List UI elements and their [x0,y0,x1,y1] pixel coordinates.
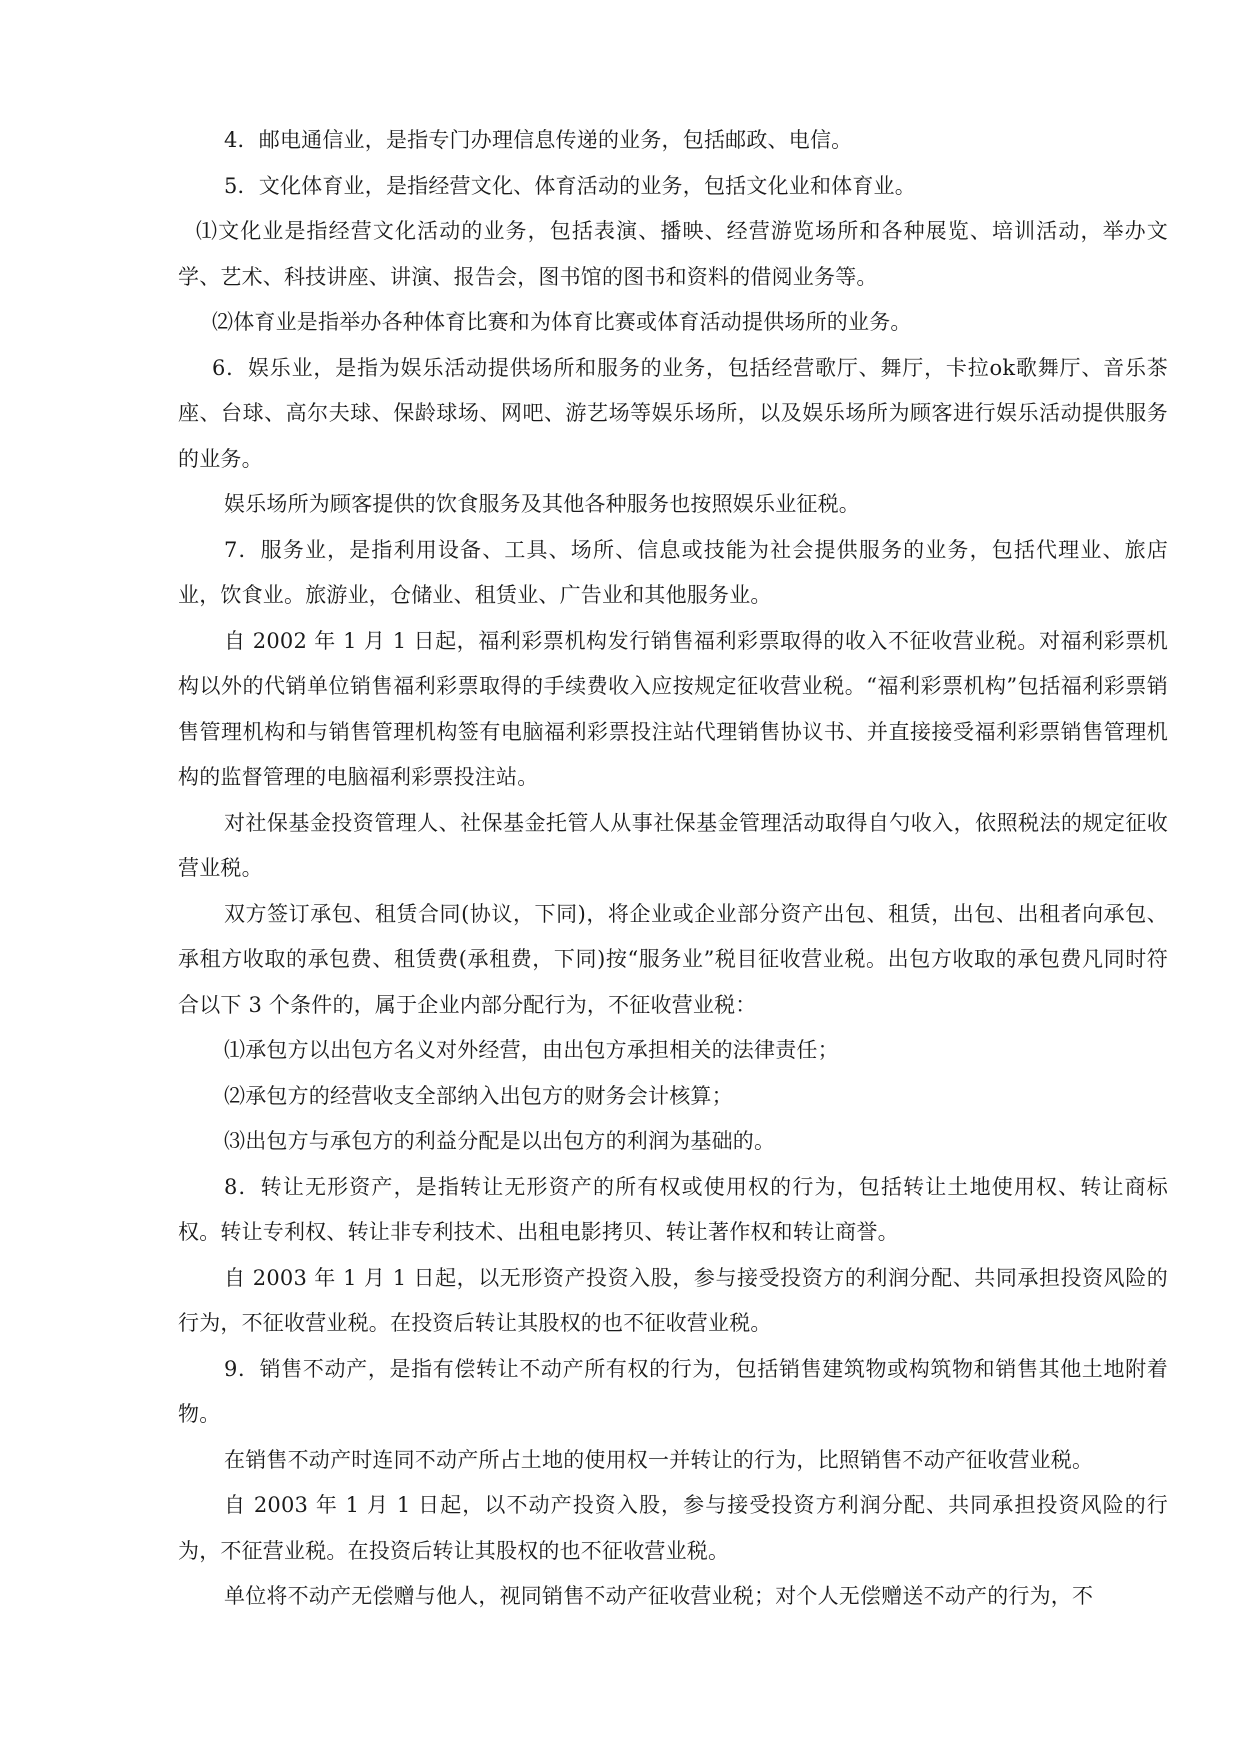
paragraph-real-estate-gift: 单位将不动产无偿赠与他人，视同销售不动产征收营业税；对个人无偿赠送不动产的行为，不 [224,1584,1094,1608]
document-body [178,118,1168,1620]
paragraph-land-use-right: 在销售不动产时连同不动产所占土地的使用权一并转让的行为，比照销售不动产征收营业税。 [224,1447,1094,1472]
paragraph-sports-industry: ⑵体育业是指举办各种体育比赛和为体育比赛或体育活动提供场所的业务。 [212,310,912,334]
paragraph-condition-3: ⑶出包方与承包方的利益分配是以出包方的利润为基础的。 [224,1129,776,1153]
paragraph-condition-1: ⑴承包方以出包方名义对外经营，由出包方承担相关的法律责任； [224,1038,839,1062]
paragraph-real-estate-investment: 自 2003 年 1 月 1 日起，以不动产投资入股，参与接受投资方利润分配、共同承担投资风险的行为，不征营业税。在投资后转让其股权的也不征收营业税。 [178,1493,1168,1563]
paragraph-social-security-fund: 对社保基金投资管理人、社保基金托管人从事社保基金管理活动取得自勺收入，依照税法的规定征收营业税。 [178,810,1168,880]
paragraph-entertainment: 6．娱乐业，是指为娱乐活动提供场所和服务的业务，包括经营歌厅、舞厅，卡拉ok歌舞厅、音乐茶座、台球、高尔夫球、保龄球场、网吧、游艺场等娱乐场所，以及娱乐场所为顾客进行娱乐活动提供服务的业务。 [178,355,1168,471]
paragraph-post-telecom: 4．邮电通信业，是指专门办理信息传递的业务，包括邮政、电信。 [224,128,853,152]
paragraph-real-estate-sale: 9．销售不动产，是指有偿转让不动产所有权的行为，包括销售建筑物或构筑物和销售其他土地附着物。 [178,1356,1168,1426]
paragraph-welfare-lottery: 自 2002 年 1 月 1 日起，福利彩票机构发行销售福利彩票取得的收入不征收营业税。对福利彩票机构以外的代销单位销售福利彩票取得的手续费收入应按规定征收营业税。“福利彩票机构”包括福利彩票销售管理机构和与销售管理机构签有电脑福利彩票投注站代理销售协议书、并直接接受福利彩票销售管理机构的监督管理的电脑福利彩票投注站。 [178,628,1168,789]
paragraph-culture-sports: 5．文化体育业，是指经营文化、体育活动的业务，包括文化业和体育业。 [224,173,916,198]
paragraph-service-industry: 7．服务业，是指利用设备、工具、场所、信息或技能为社会提供服务的业务，包括代理业、旅店业，饮食业。旅游业，仓储业、租赁业、广告业和其他服务业。 [178,537,1168,607]
paragraph-condition-2: ⑵承包方的经营收支全部纳入出包方的财务会计核算； [224,1083,733,1108]
paragraph-culture-industry: ⑴文化业是指经营文化活动的业务，包括表演、播映、经营游览场所和各种展览、培训活动，举办文学、艺术、科技讲座、讲演、报告会，图书馆的图书和资料的借阅业务等。 [178,219,1168,289]
paragraph-contracting-leasing: 双方签订承包、租赁合同(协议，下同)，将企业或企业部分资产出包、租赁，出包、出租者向承包、承租方收取的承包费、租赁费(承租费，下同)按“服务业”税目征收营业税。出包方收取的承包费凡同时符合以下 3 个条件的，属于企业内部分配行为，不征收营业税： [178,901,1168,1017]
paragraph-entertainment-tax: 娱乐场所为顾客提供的饮食服务及其他各种服务也按照娱乐业征税。 [224,492,860,516]
paragraph-intangible-investment: 自 2003 年 1 月 1 日起，以无形资产投资入股，参与接受投资方的利润分配、共同承担投资风险的行为，不征收营业税。在投资后转让其股权的也不征收营业税。 [178,1265,1168,1335]
paragraph-intangible-assets: 8．转让无形资产，是指转让无形资产的所有权或使用权的行为，包括转让土地使用权、转让商标权。转让专利权、转让非专利技术、出租电影拷贝、转让著作权和转让商誉。 [178,1174,1168,1244]
